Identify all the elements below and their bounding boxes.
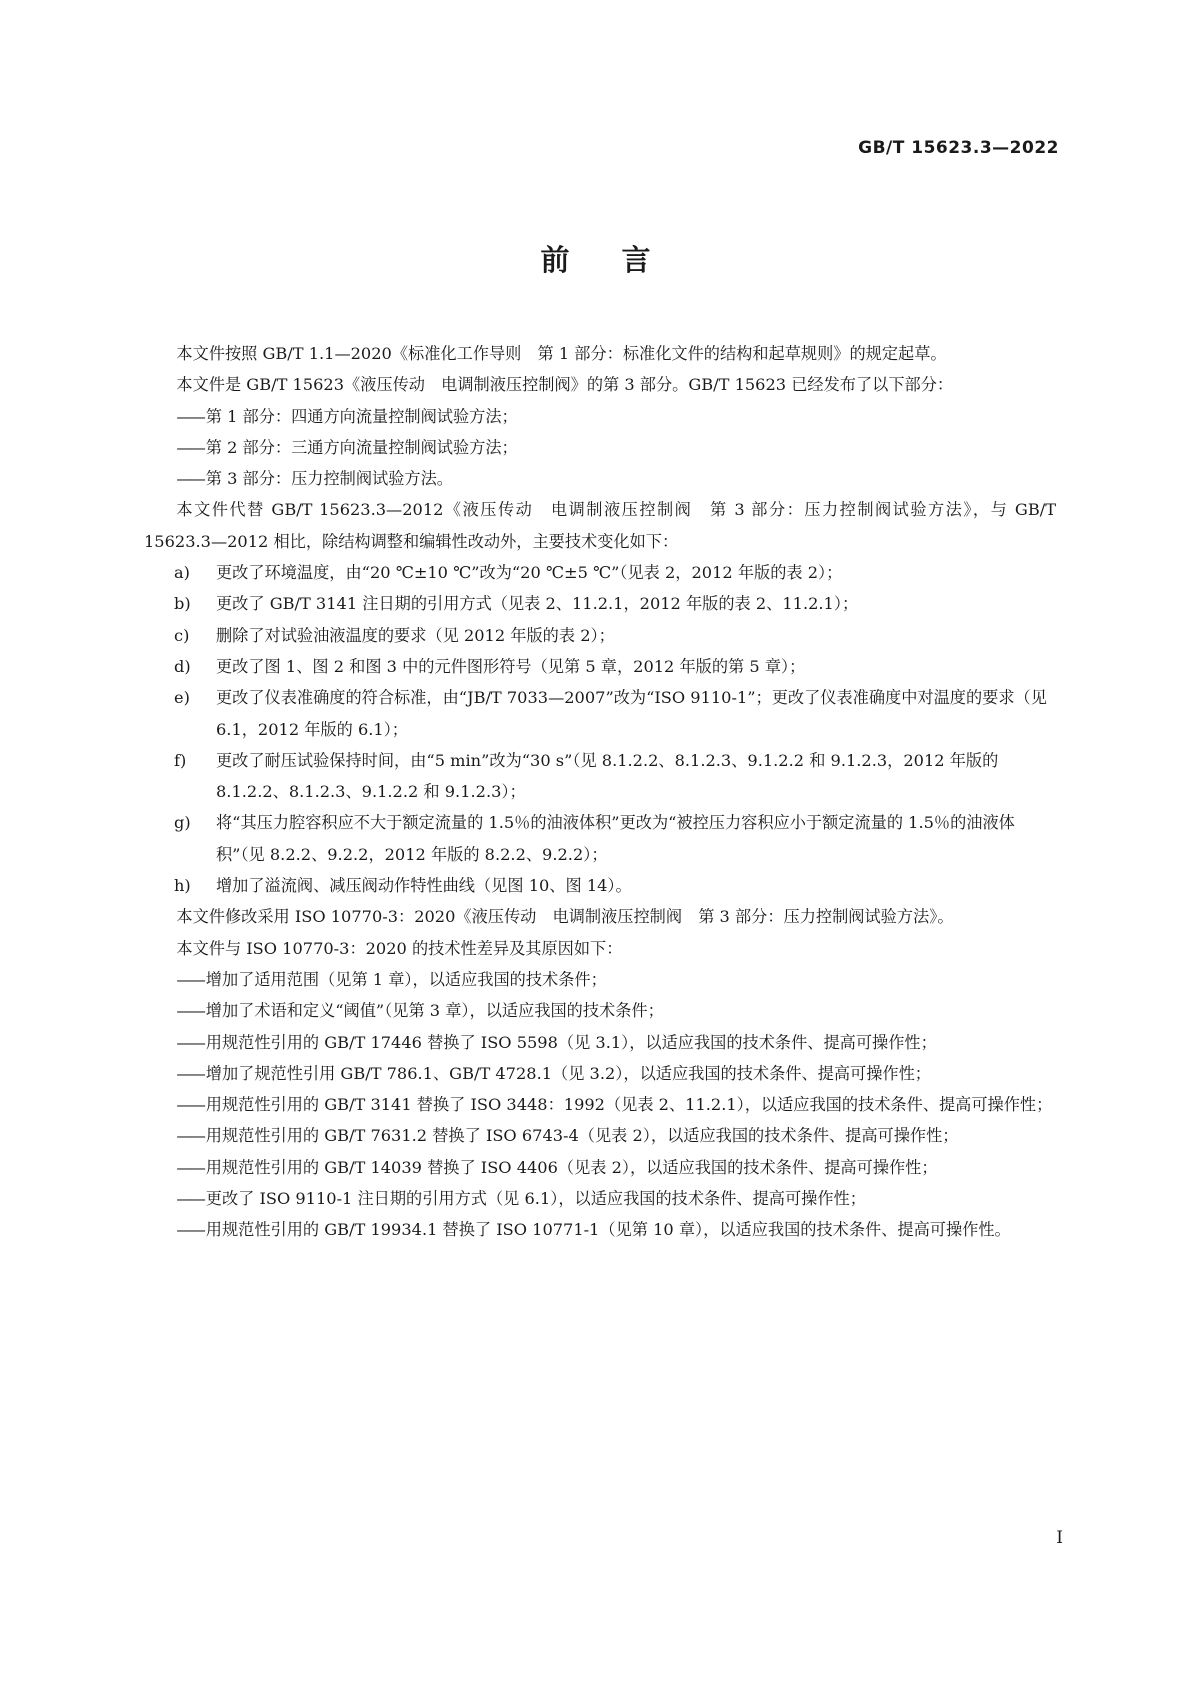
list-item xyxy=(176,1089,1056,1120)
dash-marker: —— xyxy=(176,1032,203,1052)
parts-list xyxy=(144,401,1056,495)
difference-text: 更改了 ISO 9110-1 注日期的引用方式（见 6.1），以适应我国的技术条件、提高可操作性； xyxy=(205,1189,866,1209)
difference-text: 增加了术语和定义“阈值”（见第 3 章），以适应我国的技术条件； xyxy=(205,1001,664,1021)
dash-marker: —— xyxy=(176,1157,203,1177)
item-text: 将“其压力腔容积应不大于额定流量的 1.5％的油液体积”更改为“被控压力容积应小于额定流量的 1.5％的油液体积”（见 8.2.2、9.2.2，2012 年版的 8.2.2、9.2.2）； xyxy=(216,813,1015,864)
list-item xyxy=(176,964,1056,995)
list-item xyxy=(144,588,1056,619)
list-item xyxy=(176,1214,1056,1245)
difference-text: 增加了适用范围（见第 1 章），以适应我国的技术条件； xyxy=(205,969,607,989)
item-marker: g) xyxy=(174,813,191,833)
paragraph-replaces: 本文件代替 GB/T 15623.3—2012《液压传动 电调制液压控制阀 第 3 部分：压力控制阀试验方法》，与 GB/T 15623.3—2012 相比，除结构调整和编辑性改动外，主要技术变化如下： xyxy=(144,500,1056,551)
list-item xyxy=(144,620,1056,651)
dash-marker: —— xyxy=(176,969,203,989)
page-number: I xyxy=(1056,1528,1063,1548)
list-item xyxy=(176,401,1056,432)
item-text: 更改了耐压试验保持时间，由“5 min”改为“30 s”（见 8.1.2.2、8.1.2.3、9.1.2.2 和 9.1.2.3，2012 年版的 8.1.2.2、8.1.2.3、9.1.2.2 和 9.1.2.3）； xyxy=(216,750,999,802)
item-marker: c) xyxy=(174,625,190,645)
part-2-text: 第 2 部分：三通方向流量控制阀试验方法； xyxy=(205,437,518,457)
dash-marker: —— xyxy=(176,1189,203,1209)
item-marker: d) xyxy=(174,656,191,676)
part-3-text: 第 3 部分：压力控制阀试验方法。 xyxy=(205,469,453,489)
dash-marker: —— xyxy=(176,1220,203,1240)
list-item xyxy=(144,870,1056,901)
item-text: 更改了 GB/T 3141 注日期的引用方式（见表 2、11.2.1，2012 年版的表 2、11.2.1）； xyxy=(216,594,859,614)
list-item xyxy=(176,995,1056,1026)
item-text: 增加了溢流阀、减压阀动作特性曲线（见图 10、图 14）。 xyxy=(216,876,632,896)
page-title: 前言 xyxy=(540,243,703,277)
item-text: 更改了图 1、图 2 和图 3 中的元件图形符号（见第 5 章，2012 年版的第 5 章）； xyxy=(216,656,806,676)
difference-text: 用规范性引用的 GB/T 19934.1 替换了 ISO 10771-1（见第 10 章），以适应我国的技术条件、提高可操作性。 xyxy=(205,1220,1011,1240)
list-item xyxy=(144,745,1056,808)
item-text: 删除了对试验油液温度的要求（见 2012 年版的表 2）； xyxy=(216,625,615,645)
item-marker: f) xyxy=(174,750,187,770)
paragraph-series-part: 本文件是 GB/T 15623《液压传动 电调制液压控制阀》的第 3 部分。GB/T 15623 已经发布了以下部分： xyxy=(176,375,954,395)
standard-number: GB/T 15623.3—2022 xyxy=(858,138,1059,158)
dash-marker: —— xyxy=(176,1001,203,1021)
paragraph-adoption: 本文件修改采用 ISO 10770-3：2020《液压传动 电调制液压控制阀 第 3 部分：压力控制阀试验方法》。 xyxy=(176,907,954,927)
difference-text: 用规范性引用的 GB/T 7631.2 替换了 ISO 6743-4（见表 2），以适应我国的技术条件、提高可操作性； xyxy=(205,1126,959,1146)
dash-marker: —— xyxy=(176,469,203,489)
list-item xyxy=(176,1120,1056,1151)
dash-marker: —— xyxy=(176,1063,203,1083)
item-text: 更改了环境温度，由“20 ℃±10 ℃”改为“20 ℃±5 ℃”（见表 2，2012 年版的表 2）； xyxy=(216,563,843,583)
list-item xyxy=(176,432,1056,463)
list-item xyxy=(144,557,1056,588)
item-marker: a) xyxy=(174,563,190,583)
list-item xyxy=(176,463,1056,494)
changes-list xyxy=(144,557,1056,901)
list-item xyxy=(176,1183,1056,1214)
difference-text: 用规范性引用的 GB/T 17446 替换了 ISO 5598（见 3.1），以适应我国的技术条件、提高可操作性； xyxy=(205,1032,937,1052)
item-text: 更改了仪表准确度的符合标准，由“JB/T 7033—2007”改为“ISO 9110-1”；更改了仪表准确度中对温度的要求（见 6.1，2012 年版的 6.1）； xyxy=(216,688,1047,739)
item-marker: h) xyxy=(174,876,191,896)
item-marker: e) xyxy=(174,688,190,708)
part-1-text: 第 1 部分：四通方向流量控制阀试验方法； xyxy=(205,406,518,426)
difference-text: 用规范性引用的 GB/T 14039 替换了 ISO 4406（见表 2），以适应我国的技术条件、提高可操作性； xyxy=(205,1157,938,1177)
paragraph-differences-intro: 本文件与 ISO 10770-3：2020 的技术性差异及其原因如下： xyxy=(176,938,623,958)
dash-marker: —— xyxy=(176,437,203,457)
list-item xyxy=(144,651,1056,682)
list-item xyxy=(144,682,1056,745)
dash-marker: —— xyxy=(176,1126,203,1146)
preface-body xyxy=(144,338,1056,1246)
difference-text: 增加了规范性引用 GB/T 786.1、GB/T 4728.1（见 3.2），以适应我国的技术条件、提高可操作性； xyxy=(205,1063,931,1083)
list-item xyxy=(176,1027,1056,1058)
paragraph-drafting-rules: 本文件按照 GB/T 1.1—2020《标准化工作导则 第 1 部分：标准化文件的结构和起草规则》的规定起草。 xyxy=(176,344,947,363)
list-item xyxy=(176,1152,1056,1183)
difference-text: 用规范性引用的 GB/T 3141 替换了 ISO 3448：1992（见表 2、11.2.1），以适应我国的技术条件、提高可操作性； xyxy=(205,1095,1053,1115)
list-item xyxy=(144,807,1056,870)
item-marker: b) xyxy=(174,594,191,614)
list-item xyxy=(176,1058,1056,1089)
dash-marker: —— xyxy=(176,1095,203,1115)
differences-list xyxy=(144,964,1056,1246)
dash-marker: —— xyxy=(176,406,203,426)
